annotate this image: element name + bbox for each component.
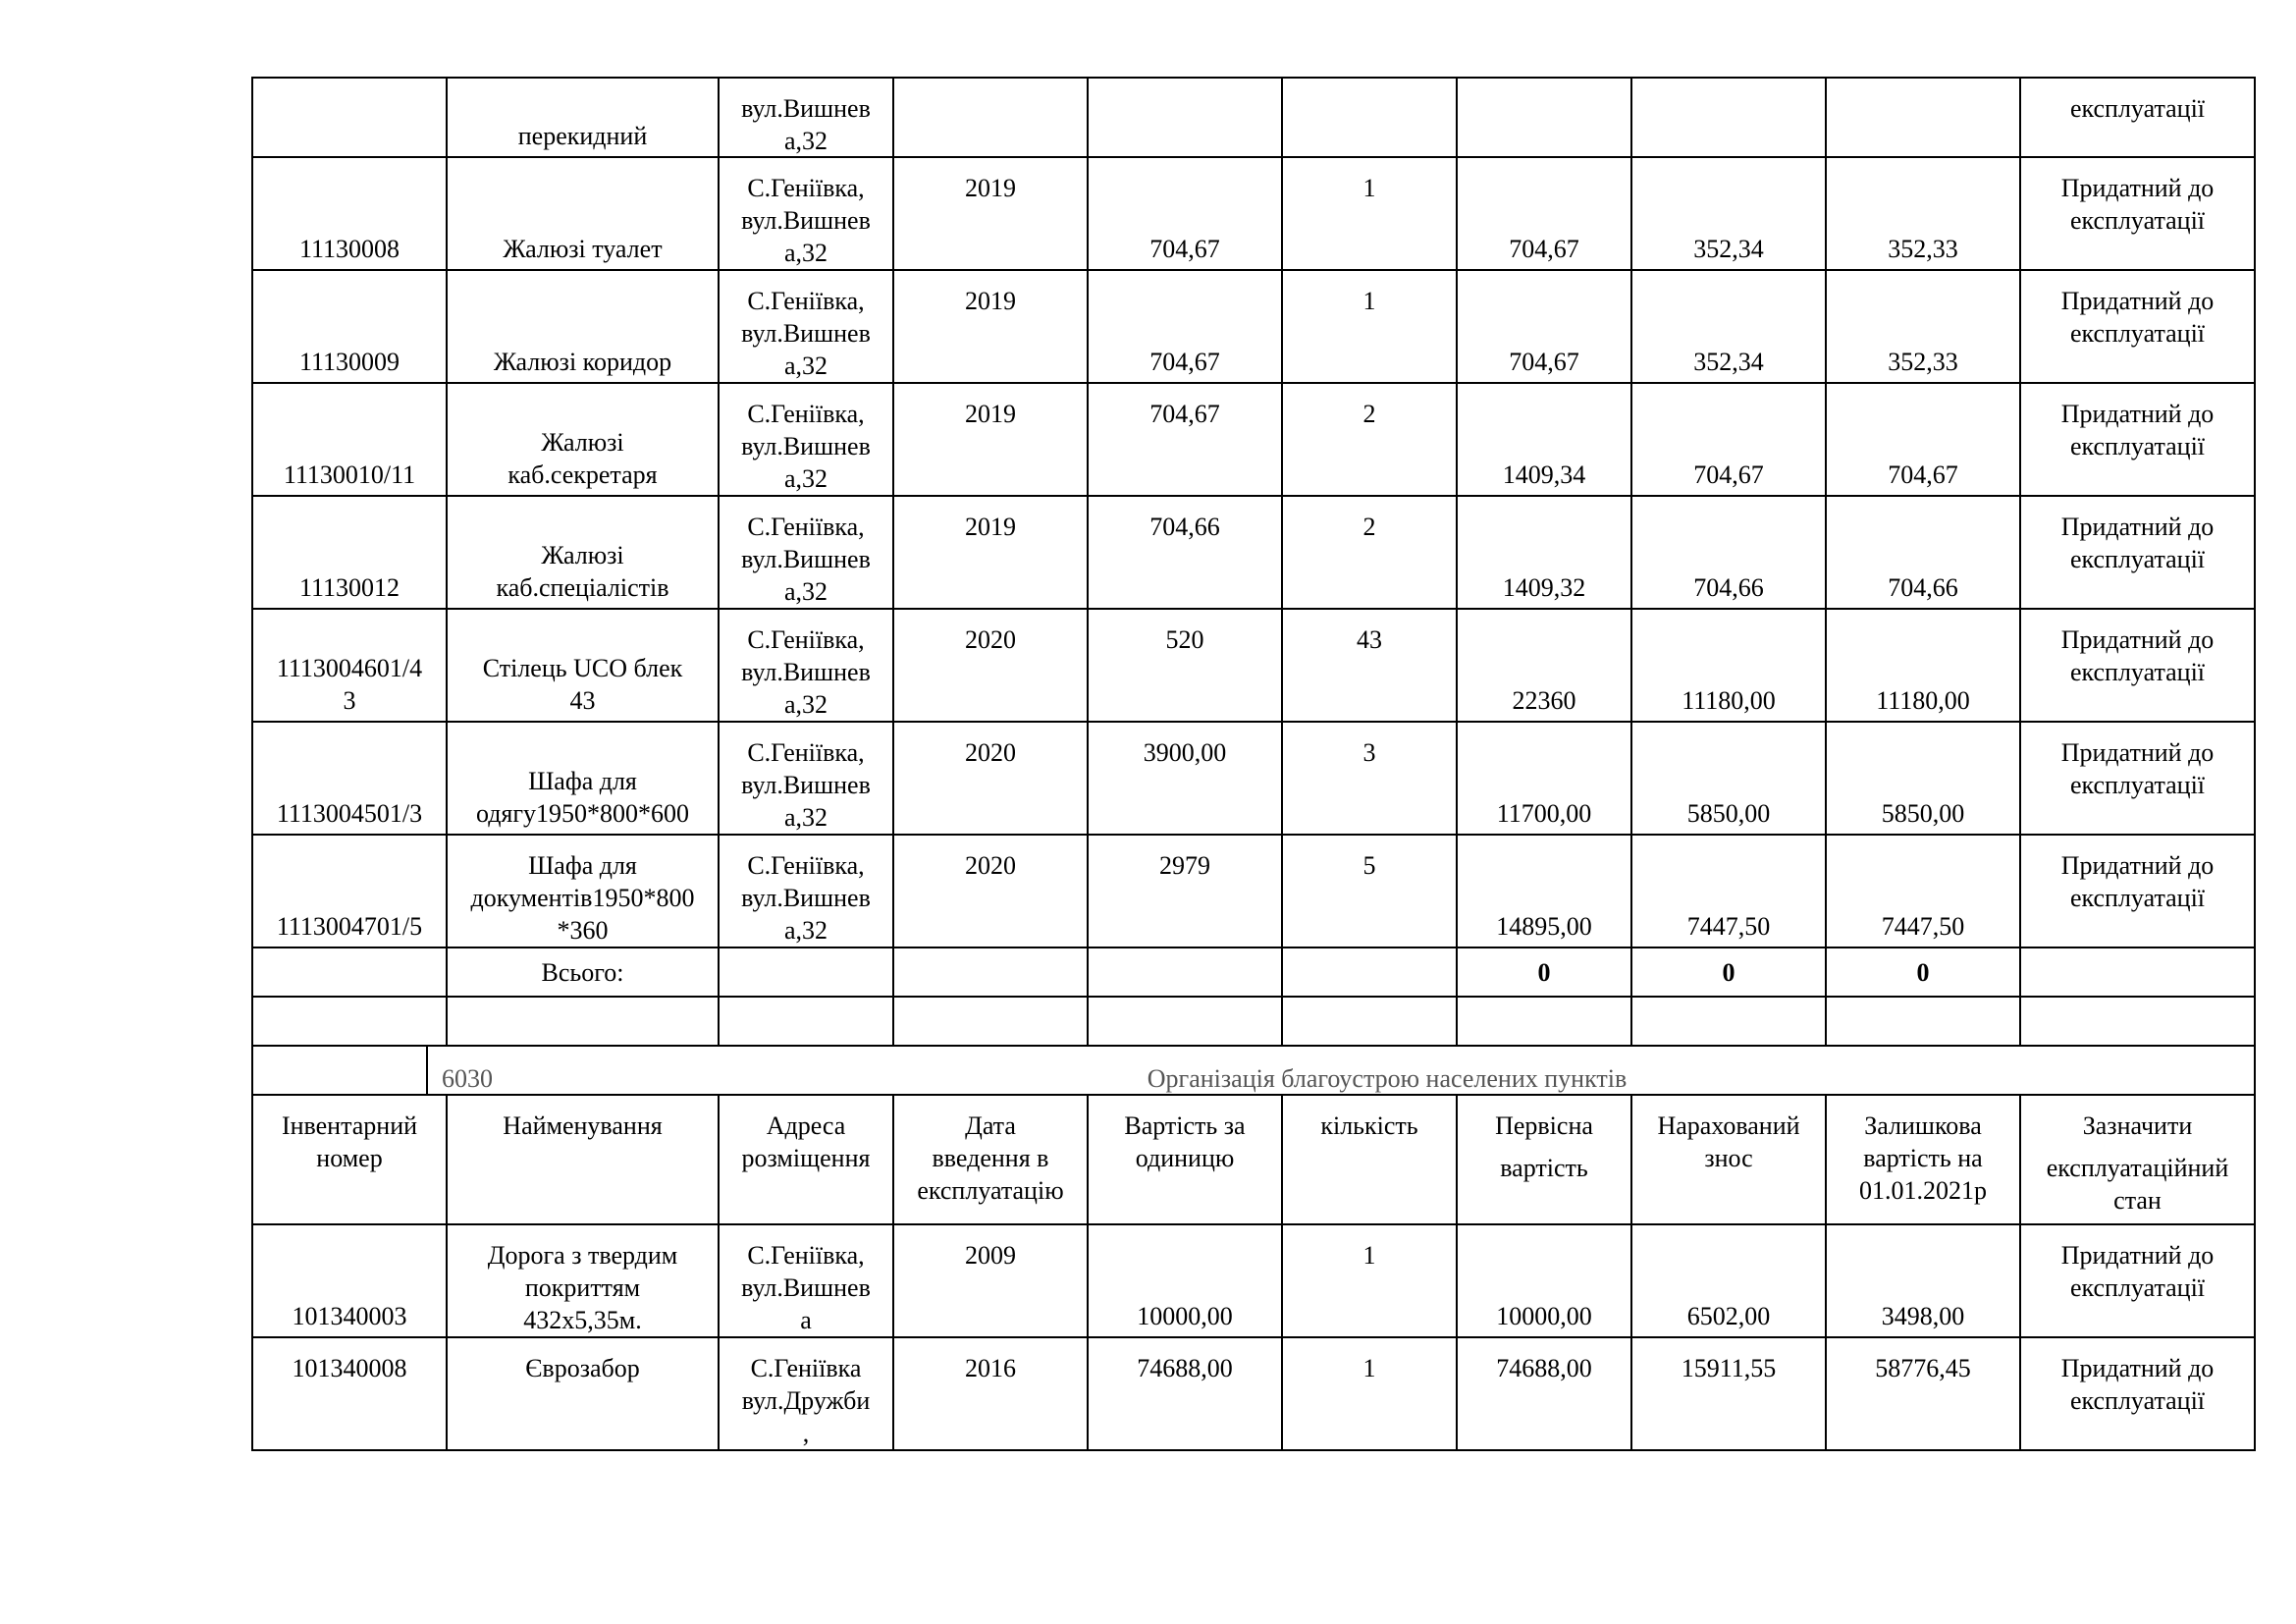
address-cell: С.Геніївка, вул.Вишнев а,32 bbox=[720, 271, 894, 384]
residual-cell bbox=[1827, 77, 2021, 158]
quantity-cell: 43 bbox=[1283, 610, 1458, 723]
table-row bbox=[251, 77, 2256, 158]
table-row bbox=[251, 723, 2256, 836]
date-cell: 2019 bbox=[894, 158, 1089, 271]
header-residual: Залишкова вартість на 01.01.2021р bbox=[1827, 1096, 2021, 1225]
date-cell: 2020 bbox=[894, 836, 1089, 948]
total-initial-cost: 0 bbox=[1458, 948, 1632, 998]
header-name: Найменування bbox=[448, 1096, 720, 1225]
quantity-cell: 2 bbox=[1283, 497, 1458, 610]
empty-cell bbox=[720, 948, 894, 998]
address-cell: С.Геніївка вул.Дружби , bbox=[720, 1338, 894, 1451]
initial-cost-cell: 74688,00 bbox=[1458, 1338, 1632, 1451]
address-cell: С.Геніївка, вул.Вишнев а,32 bbox=[720, 723, 894, 836]
unit-cost-cell: 2979 bbox=[1089, 836, 1283, 948]
item-name-cell: Єврозабор bbox=[448, 1338, 720, 1451]
residual-cell: 11180,00 bbox=[1827, 610, 2021, 723]
date-cell: 2020 bbox=[894, 610, 1089, 723]
state-cell: Придатний до експлуатації bbox=[2021, 1338, 2256, 1451]
inventory-number-cell: 1113004701/5 bbox=[253, 836, 448, 948]
state-cell: Придатний до експлуатації bbox=[2021, 497, 2256, 610]
wear-cell bbox=[1632, 77, 1827, 158]
inventory-number-cell: 1113004501/3 bbox=[253, 723, 448, 836]
date-cell bbox=[894, 77, 1089, 158]
empty-row bbox=[251, 998, 2256, 1047]
quantity-cell: 3 bbox=[1283, 723, 1458, 836]
table-row bbox=[251, 836, 2256, 948]
wear-cell: 352,34 bbox=[1632, 158, 1827, 271]
state-cell: Придатний до експлуатації bbox=[2021, 158, 2256, 271]
table-row bbox=[251, 384, 2256, 497]
item-name-cell: Шафа для документів1950*800 *360 bbox=[448, 836, 720, 948]
item-name-cell: Жалюзі коридор bbox=[448, 271, 720, 384]
wear-cell: 704,67 bbox=[1632, 384, 1827, 497]
quantity-cell: 1 bbox=[1283, 158, 1458, 271]
address-cell: вул.Вишнев а,32 bbox=[720, 77, 894, 158]
residual-cell: 352,33 bbox=[1827, 271, 2021, 384]
table-row bbox=[251, 497, 2256, 610]
address-cell: С.Геніївка, вул.Вишнев а,32 bbox=[720, 497, 894, 610]
item-name-cell: Жалюзі туалет bbox=[448, 158, 720, 271]
initial-cost-cell: 1409,32 bbox=[1458, 497, 1632, 610]
empty-cell bbox=[2021, 998, 2256, 1047]
initial-cost-cell: 704,67 bbox=[1458, 271, 1632, 384]
empty-cell bbox=[253, 948, 448, 998]
header-wear: Нарахований знос bbox=[1632, 1096, 1827, 1225]
item-name-cell: Шафа для одягу1950*800*600 bbox=[448, 723, 720, 836]
empty-cell bbox=[894, 998, 1089, 1047]
state-cell: Придатний до експлуатації bbox=[2021, 723, 2256, 836]
unit-cost-cell: 3900,00 bbox=[1089, 723, 1283, 836]
header-unit-cost: Вартість за одиницю bbox=[1089, 1096, 1283, 1225]
inventory-number-cell bbox=[253, 77, 448, 158]
unit-cost-cell bbox=[1089, 77, 1283, 158]
quantity-cell: 2 bbox=[1283, 384, 1458, 497]
table-row bbox=[251, 158, 2256, 271]
total-label: Всього: bbox=[448, 948, 720, 998]
empty-cell bbox=[1089, 998, 1283, 1047]
date-cell: 2019 bbox=[894, 497, 1089, 610]
total-row bbox=[251, 948, 2256, 998]
header-date: Дата введення в експлуатацію bbox=[894, 1096, 1089, 1225]
inventory-number-cell: 11130010/11 bbox=[253, 384, 448, 497]
wear-cell: 5850,00 bbox=[1632, 723, 1827, 836]
state-cell: Придатний до експлуатації bbox=[2021, 271, 2256, 384]
wear-cell: 352,34 bbox=[1632, 271, 1827, 384]
item-name-cell: Стілець UCO блек 43 bbox=[448, 610, 720, 723]
header-state: Зазначити експлуатаційний стан bbox=[2021, 1096, 2256, 1225]
item-name-cell: перекидний bbox=[448, 77, 720, 158]
residual-cell: 7447,50 bbox=[1827, 836, 2021, 948]
residual-cell: 704,67 bbox=[1827, 384, 2021, 497]
table-row bbox=[251, 271, 2256, 384]
state-cell: Придатний до експлуатації bbox=[2021, 384, 2256, 497]
item-name-cell: Жалюзі каб.секретаря bbox=[448, 384, 720, 497]
initial-cost-cell: 11700,00 bbox=[1458, 723, 1632, 836]
empty-cell bbox=[1283, 998, 1458, 1047]
empty-cell bbox=[253, 1047, 428, 1096]
state-cell: Придатний до експлуатації bbox=[2021, 836, 2256, 948]
inventory-number-cell: 11130009 bbox=[253, 271, 448, 384]
state-cell: Придатний до експлуатації bbox=[2021, 1225, 2256, 1338]
total-wear: 0 bbox=[1632, 948, 1827, 998]
date-cell: 2019 bbox=[894, 271, 1089, 384]
empty-cell bbox=[1283, 948, 1458, 998]
table-row bbox=[251, 610, 2256, 723]
section-title-cell bbox=[428, 1047, 2256, 1096]
table-row bbox=[251, 1225, 2256, 1338]
wear-cell: 704,66 bbox=[1632, 497, 1827, 610]
section-code: 6030 bbox=[442, 1064, 493, 1093]
inventory-number-cell: 101340003 bbox=[253, 1225, 448, 1338]
date-cell: 2016 bbox=[894, 1338, 1089, 1451]
empty-cell bbox=[253, 998, 448, 1047]
initial-cost-cell bbox=[1458, 77, 1632, 158]
header-address: Адреса розміщення bbox=[720, 1096, 894, 1225]
empty-cell bbox=[448, 998, 720, 1047]
date-cell: 2020 bbox=[894, 723, 1089, 836]
empty-cell bbox=[2021, 948, 2256, 998]
state-cell: експлуатації bbox=[2021, 77, 2256, 158]
section-title: Організація благоустрою населених пунктів bbox=[1147, 1064, 1628, 1093]
quantity-cell: 5 bbox=[1283, 836, 1458, 948]
residual-cell: 352,33 bbox=[1827, 158, 2021, 271]
inventory-number-cell: 11130012 bbox=[253, 497, 448, 610]
header-row bbox=[251, 1096, 2256, 1225]
initial-cost-cell: 22360 bbox=[1458, 610, 1632, 723]
date-cell: 2009 bbox=[894, 1225, 1089, 1338]
inventory-number-cell: 1113004601/4 3 bbox=[253, 610, 448, 723]
state-cell: Придатний до експлуатації bbox=[2021, 610, 2256, 723]
item-name-cell: Жалюзі каб.спеціалістів bbox=[448, 497, 720, 610]
residual-cell: 704,66 bbox=[1827, 497, 2021, 610]
residual-cell: 3498,00 bbox=[1827, 1225, 2021, 1338]
unit-cost-cell: 10000,00 bbox=[1089, 1225, 1283, 1338]
item-name-cell: Дорога з твердим покриттям 432х5,35м. bbox=[448, 1225, 720, 1338]
address-cell: С.Геніївка, вул.Вишнев а,32 bbox=[720, 836, 894, 948]
wear-cell: 7447,50 bbox=[1632, 836, 1827, 948]
empty-cell bbox=[1632, 998, 1827, 1047]
inventory-number-cell: 101340008 bbox=[253, 1338, 448, 1451]
address-cell: С.Геніївка, вул.Вишнев а,32 bbox=[720, 384, 894, 497]
section-row bbox=[251, 1047, 2254, 1096]
unit-cost-cell: 704,67 bbox=[1089, 384, 1283, 497]
wear-cell: 11180,00 bbox=[1632, 610, 1827, 723]
quantity-cell: 1 bbox=[1283, 1225, 1458, 1338]
residual-cell: 58776,45 bbox=[1827, 1338, 2021, 1451]
initial-cost-cell: 704,67 bbox=[1458, 158, 1632, 271]
address-cell: С.Геніївка, вул.Вишнев а,32 bbox=[720, 610, 894, 723]
date-cell: 2019 bbox=[894, 384, 1089, 497]
header-quantity: кількість bbox=[1283, 1096, 1458, 1225]
header-initial-cost: Первісна вартість bbox=[1458, 1096, 1632, 1225]
quantity-cell bbox=[1283, 77, 1458, 158]
inventory-number-cell: 11130008 bbox=[253, 158, 448, 271]
unit-cost-cell: 74688,00 bbox=[1089, 1338, 1283, 1451]
empty-cell bbox=[1089, 948, 1283, 998]
unit-cost-cell: 704,67 bbox=[1089, 158, 1283, 271]
table-row bbox=[251, 1338, 2256, 1451]
wear-cell: 15911,55 bbox=[1632, 1338, 1827, 1451]
quantity-cell: 1 bbox=[1283, 1338, 1458, 1451]
unit-cost-cell: 704,67 bbox=[1089, 271, 1283, 384]
empty-cell bbox=[1458, 998, 1632, 1047]
initial-cost-cell: 14895,00 bbox=[1458, 836, 1632, 948]
residual-cell: 5850,00 bbox=[1827, 723, 2021, 836]
empty-cell bbox=[894, 948, 1089, 998]
initial-cost-cell: 1409,34 bbox=[1458, 384, 1632, 497]
inventory-table bbox=[251, 77, 2254, 1451]
address-cell: С.Геніївка, вул.Вишнев а,32 bbox=[720, 158, 894, 271]
unit-cost-cell: 704,66 bbox=[1089, 497, 1283, 610]
wear-cell: 6502,00 bbox=[1632, 1225, 1827, 1338]
quantity-cell: 1 bbox=[1283, 271, 1458, 384]
total-residual: 0 bbox=[1827, 948, 2021, 998]
empty-cell bbox=[1827, 998, 2021, 1047]
unit-cost-cell: 520 bbox=[1089, 610, 1283, 723]
initial-cost-cell: 10000,00 bbox=[1458, 1225, 1632, 1338]
empty-cell bbox=[720, 998, 894, 1047]
address-cell: С.Геніївка, вул.Вишнев а bbox=[720, 1225, 894, 1338]
header-inventory-number: Інвентарний номер bbox=[253, 1096, 448, 1225]
